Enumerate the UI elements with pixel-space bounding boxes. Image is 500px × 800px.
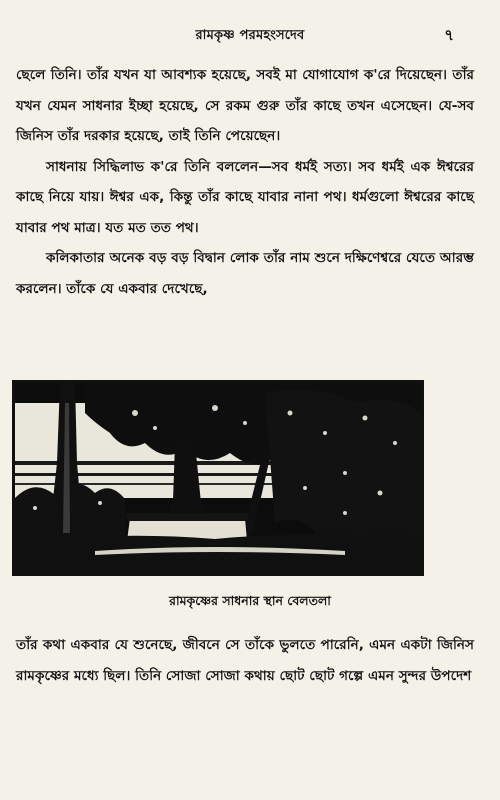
woodcut-landscape — [15, 383, 421, 573]
belltala-illustration — [12, 380, 424, 576]
body-text-bottom — [16, 630, 474, 691]
running-head — [0, 26, 500, 48]
paragraph-3: কলিকাতার অনেক বড় বড় বিদ্বান লোক তাঁর নাম শুনে দক্ষিণেশ্বরে যেতে আরম্ভ করলেন। তাঁকে যে একবার দেখেছে, — [16, 250, 474, 297]
body-text-top — [16, 60, 474, 304]
paragraph-2: সাধনায় সিদ্ধিলাভ ক'রে তিনি বললেন—সব ধর্মই সত্য। সব ধর্মই এক ঈশ্বরের কাছে নিয়ে যায়। ঈশ্বর এক, কিন্তু তাঁর কাছে যাবার নানা পথ। ধর্মগুলো ঈশ্বরের কাছে যাবার পথ মাত্র। যত মত তত পথ। — [16, 158, 474, 236]
running-title: রামকৃষ্ণ পরমহংসদেব — [195, 28, 305, 43]
illustration-caption: রামকৃষ্ণের সাধনার স্থান বেলতলা — [169, 593, 331, 608]
paragraph-4: তাঁর কথা একবার যে শুনেছে, জীবনে সে তাঁকে ভুলতে পারেনি, এমন একটা জিনিস রামকৃষ্ণের মধ্যে ছিল। তিনি সোজা সোজা কথায় ছোট ছোট গল্পে এমন সুন্দর উপদেশ — [16, 637, 474, 684]
page-number: ৭ — [444, 26, 454, 44]
paragraph-1: ছেলে তিনি। তাঁর যখন যা আবশ্যক হয়েছে, সবই মা যোগাযোগ ক'রে দিয়েছেন। তাঁর যখন যেমন সাধনার ইচ্ছা হয়েছে, সে রকম গুরু তাঁর কাছে তখন এসেছেন। যে-সব জিনিস তাঁর দরকার হয়েছে, তাই তিনি পেয়েছেন। — [16, 67, 474, 144]
